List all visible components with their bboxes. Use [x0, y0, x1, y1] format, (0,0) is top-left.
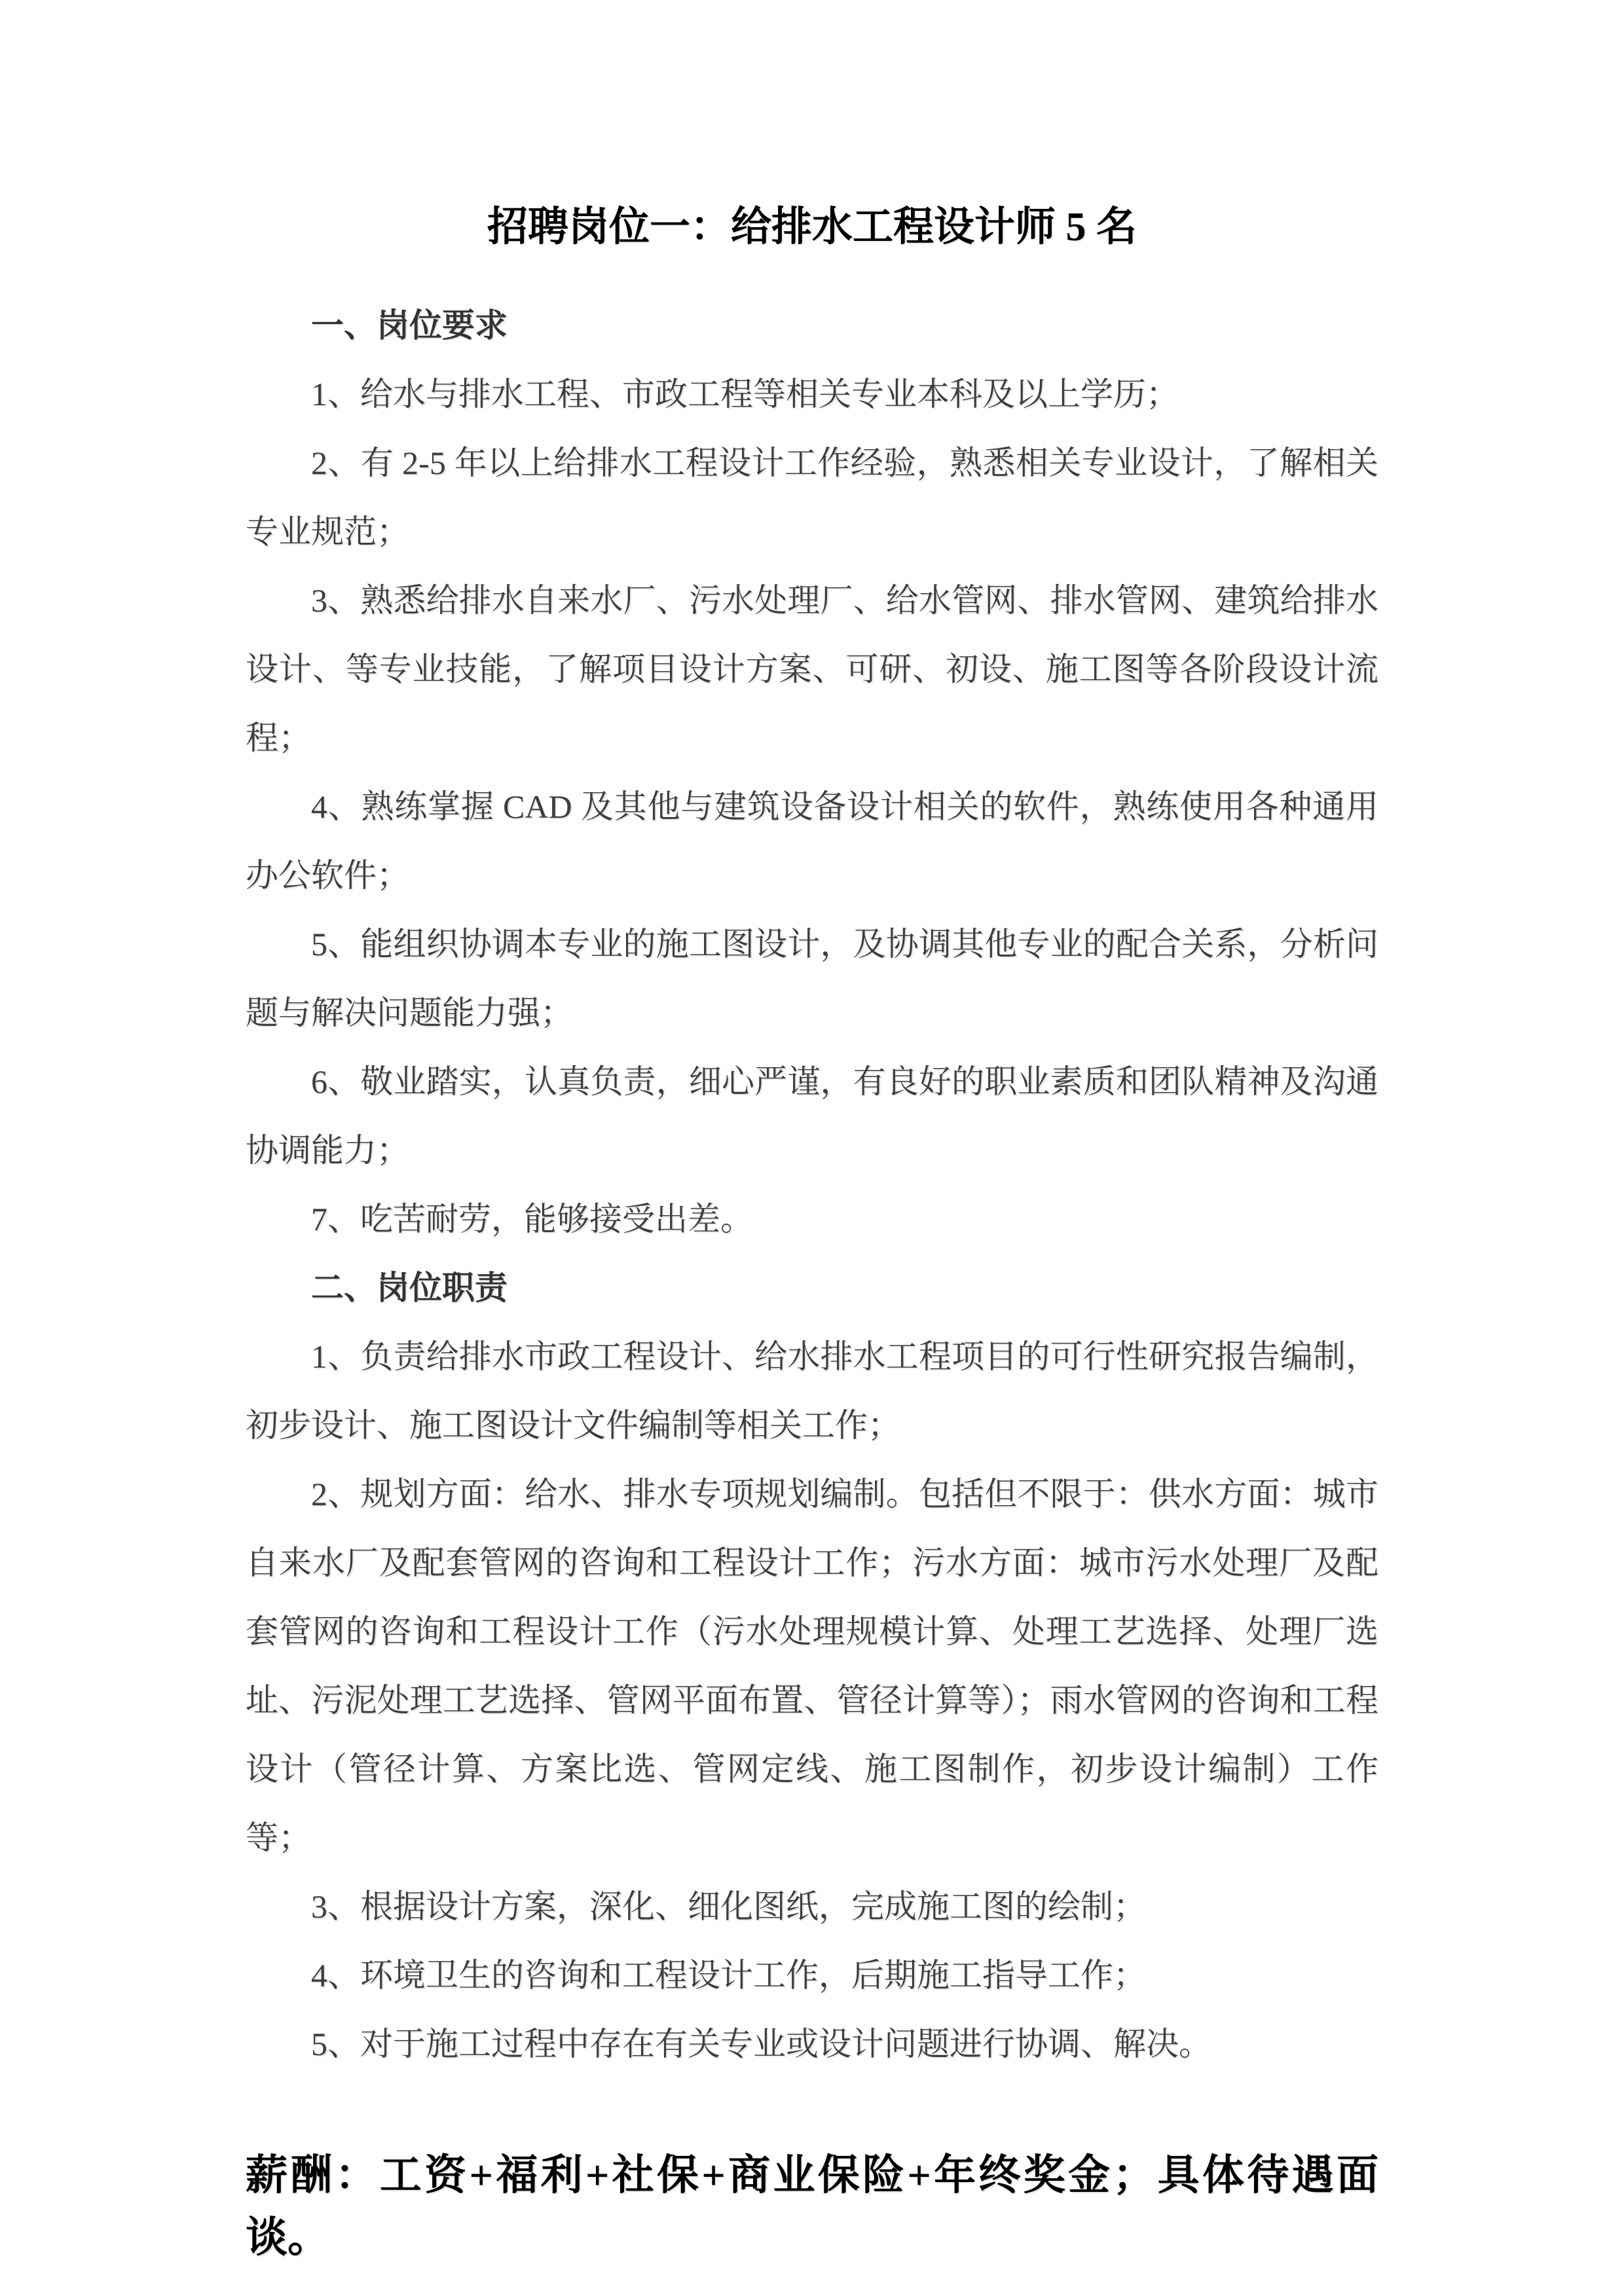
duties-heading: 二、岗位职责	[311, 1269, 507, 1306]
requirement-item: 7、吃苦耐劳，能够接受出差。	[311, 1201, 753, 1237]
duty-item: 3、根据设计方案，深化、细化图纸，完成施工图的绘制；	[311, 1888, 1146, 1925]
document-body	[246, 291, 1378, 2079]
section-duties	[246, 1254, 1378, 2079]
section-requirements	[246, 291, 1378, 1254]
requirement-item: 5、能组织协调本专业的施工图设计，及协调其他专业的配合关系，分析问题与解决问题能力强；	[246, 926, 1378, 1031]
requirements-heading: 一、岗位要求	[311, 307, 507, 344]
duty-item: 2、规划方面：给水、排水专项规划编制。包括但不限于：供水方面：城市自来水厂及配套管网的咨询和工程设计工作；污水方面：城市污水处理厂及配套管网的咨询和工程设计工作（污水处理规模计算、处理工艺选择、处理厂选址、污泥处理工艺选择、管网平面布置、管径计算等）；雨水管网的咨询和工程设计（管径计算、方案比选、管网定线、施工图制作，初步设计编制）工作等；	[246, 1476, 1378, 1856]
requirement-item: 3、熟悉给排水自来水厂、污水处理厂、给水管网、排水管网、建筑给排水设计、等专业技能，了解项目设计方案、可研、初设、施工图等各阶段设计流程；	[246, 582, 1378, 756]
requirement-item: 6、敬业踏实，认真负责，细心严谨，有良好的职业素质和团队精神及沟通协调能力；	[246, 1063, 1378, 1169]
duty-item: 4、环境卫生的咨询和工程设计工作，后期施工指导工作；	[311, 1957, 1146, 1994]
duty-item: 1、负责给排水市政工程设计、给水排水工程项目的可行性研究报告编制，初步设计、施工图设计文件编制等相关工作；	[246, 1338, 1378, 1444]
requirement-item: 2、有 2-5 年以上给排水工程设计工作经验，熟悉相关专业设计，了解相关专业规范；	[246, 445, 1378, 550]
duty-item: 5、对于施工过程中存在有关专业或设计问题进行协调、解决。	[311, 2026, 1211, 2062]
requirement-item: 4、熟练掌握 CAD 及其他与建筑设备设计相关的软件，熟练使用各种通用办公软件；	[246, 788, 1378, 894]
page-title: 招聘岗位一：给排水工程设计师 5 名	[487, 205, 1137, 249]
salary-line: 薪酬：工资+福利+社保+商业保险+年终奖金；具体待遇面谈。	[246, 2152, 1378, 2261]
requirement-item: 1、给水与排水工程、市政工程等相关专业本科及以上学历；	[311, 376, 1179, 412]
